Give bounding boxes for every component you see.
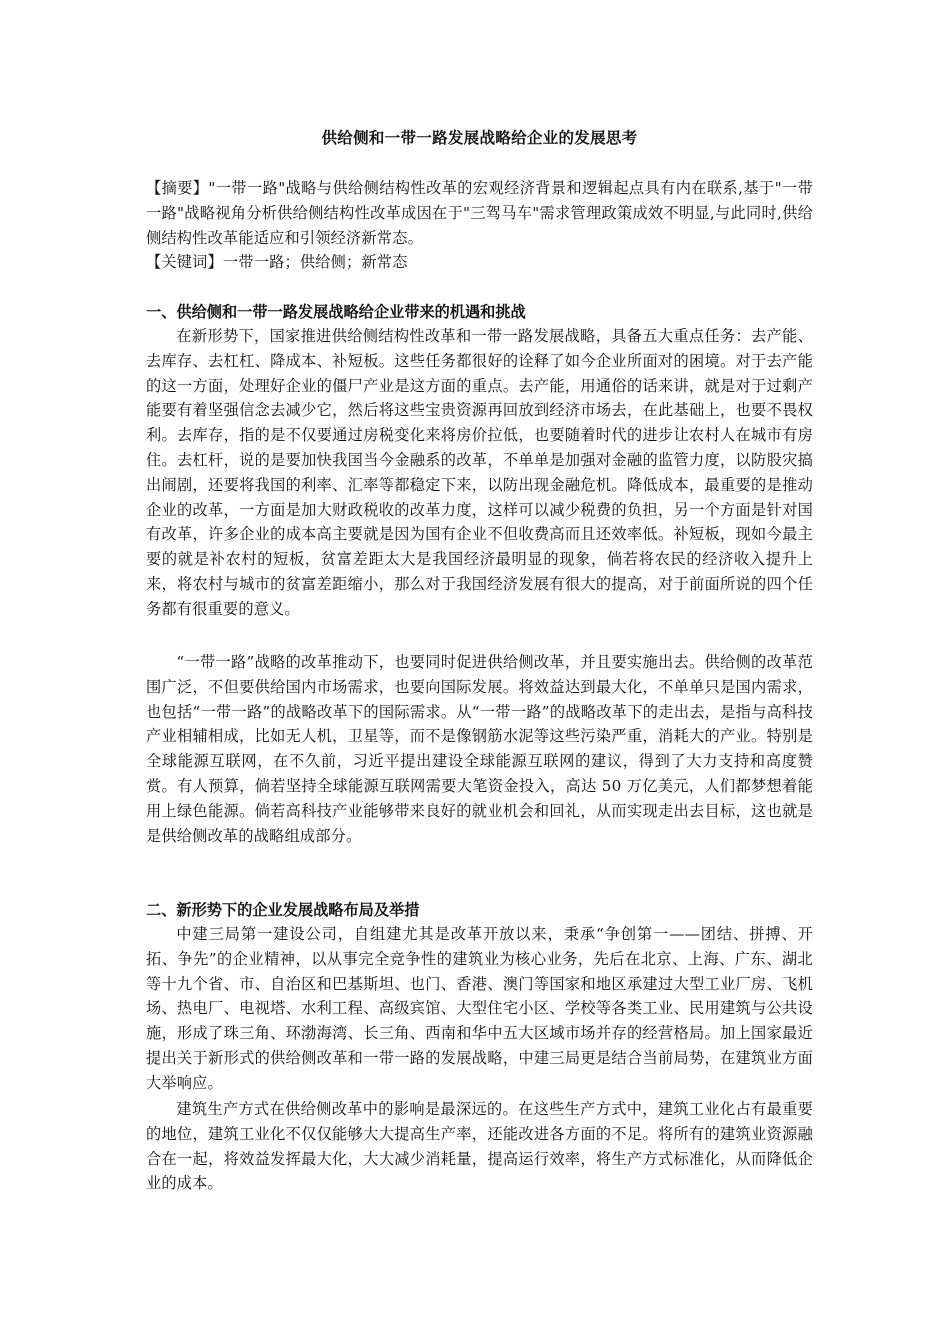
section-1-paragraph-2: “一带一路”战略的改革推动下，也要同时促进供给侧改革，并且要实施出去。供给侧的改革范围广泛，不但要供给国内市场需求，也要向国际发展。将效益达到最大化，不单单只是国内需求，也包括“一带一路”的战略改革下的国际需求。从“一带一路”的战略改革下的走出去，是指与高科技产业相辅相成，比如无人机，卫星等，而不是像钢筋水泥等这些污染严重，消耗大的产业。特别是全球能源互联网，在不久前，习近平提出建设全球能源互联网的建议，得到了大力支持和高度赞赏。有人预算，倘若坚持全球能源互联网需要大笔资金投入，高达 50 万亿美元，人们都梦想着能用上绿色能源。倘若高科技产业能够带来良好的就业机会和回礼，从而实现走出去目标，这也就是是供给侧改革的战略组成部分。 [146, 653, 813, 845]
section-2-heading: 二、新形势下的企业发展战略布局及举措 [146, 901, 420, 919]
document-title: 供给侧和一带一路发展战略给企业的发展思考 [321, 129, 638, 147]
section-2-paragraph-2: 建筑生产方式在供给侧改革中的影响是最深远的。在这些生产方式中，建筑工业化占有最重要的地位，建筑工业化不仅仅能够大大提高生产率，还能改进各方面的不足。将所有的建筑业资源融合在一起，将效益发挥最大化，大大减少消耗量，提高运行效率，将生产方式标准化，从而降低企业的成本。 [146, 1100, 813, 1193]
section-1-heading: 一、供给侧和一带一路发展战略给企业带来的机遇和挑战 [146, 303, 526, 321]
abstract-paragraph: 【摘要】"一带一路"战略与供给侧结构性改革的宏观经济背景和逻辑起点具有内在联系,基于"一带一路"战略视角分析供给侧结构性改革成因在于"三驾马车"需求管理政策成效不明显,与此同时,供给侧结构性改革能适应和引领经济新常态。 [146, 179, 813, 247]
section-2-paragraph-1: 中建三局第一建设公司，自组建尤其是改革开放以来，秉承“争创第一——团结、拼搏、开拓、争先”的企业精神，以从事完全竞争性的建筑业为核心业务，先后在北京、上海、广东、湖北等十九个省、市、自治区和巴基斯坦、也门、香港、澳门等国家和地区承建过大型工业厂房、飞机场、热电厂、电视塔、水利工程、高级宾馆、大型住宅小区、学校等各类工业、民用建筑与公共设施，形成了珠三角、环渤海湾、长三角、西南和华中五大区域市场并存的经营格局。加上国家最近提出关于新形式的供给侧改革和一带一路的发展战略，中建三局更是结合当前局势，在建筑业方面大举响应。 [146, 925, 813, 1092]
keywords-line: 【关键词】一带一路；供给侧；新常态 [146, 253, 408, 271]
section-1-paragraph-1: 在新形势下，国家推进供给侧结构性改革和一带一路发展战略，具备五大重点任务：去产能、去库存、去杠杠、降成本、补短板。这些任务都很好的诠释了如今企业所面对的困境。对于去产能的这一方面，处理好企业的僵尸产业是这方面的重点。去产能，用通俗的话来讲，就是对于过剩产能要有着坚强信念去减少它，然后将这些宝贵资源再回放到经济市场去，在此基础上，也要不畏权利。去库存，指的是不仅要通过房税变化来将房价拉低，也要随着时代的进步让农村人在城市有房住。去杠杆，说的是要加快我国当今金融系的改革，不单单是加强对金融的监管力度，以防股灾搞出闹剧，还要将我国的利率、汇率等都稳定下来，以防出现金融危机。降低成本，最重要的是推动企业的改革，一方面是加大财政税收的改革力度，这样可以减少税费的负担，另一个方面是针对国有改革，许多企业的成本高主要就是因为国有企业不但收费高而且还效率低。补短板，现如今最主要的就是补农村的短板，贫富差距太大是我国经济最明显的现象，倘若将农民的经济收入提升上来，将农村与城市的贫富差距缩小，那么对于我国经济发展有很大的提高，对于前面所说的四个任务都有很重要的意义。 [146, 327, 813, 618]
